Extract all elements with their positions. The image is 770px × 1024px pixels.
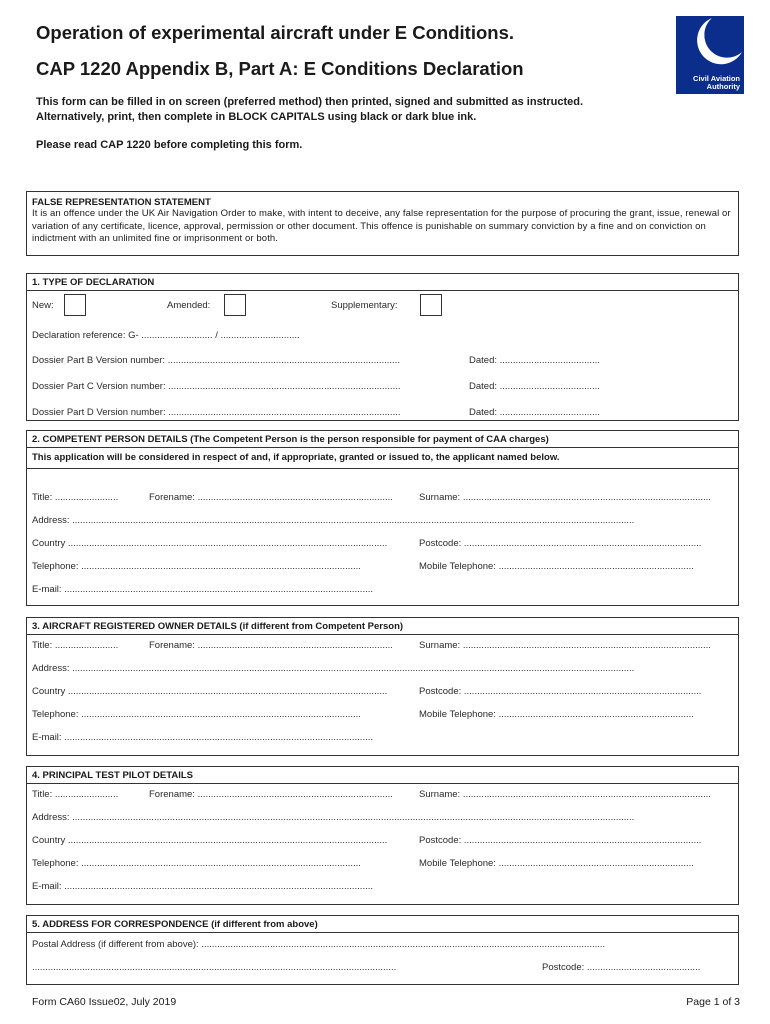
- false-statement-body: It is an offence under the UK Air Navigation Order to make, with intent to deceive, any false representation for the purpose of procuring the grant, issue, renewal or variation of any certificate, licence, approval, permission or other document. This offence is punishable on summary conviction by a fine and on conviction on indictment with an unlimited fine or imprisonment or both.: [32, 208, 731, 244]
- page-number: Page 1 of 3: [686, 996, 740, 1008]
- cp-email-field[interactable]: E-mail: .....................................................................................................................: [32, 584, 374, 595]
- section4-heading: 4. PRINCIPAL TEST PILOT DETAILS: [32, 770, 193, 781]
- section-competent-person: [26, 430, 739, 606]
- pilot-address-field[interactable]: Address: .....................................................................................................................................................................................................................: [32, 812, 635, 823]
- form-subtitle: CAP 1220 Appendix B, Part A: E Conditions Declaration: [36, 58, 524, 79]
- pilot-postcode-field[interactable]: Postcode: ..........................................................................................: [419, 835, 702, 846]
- logo-text-line2: Authority: [706, 82, 740, 91]
- cp-mobile-field[interactable]: Mobile Telephone: ..........................................................................: [419, 561, 694, 572]
- section-type-of-declaration: [26, 273, 739, 421]
- section-aircraft-owner: [26, 617, 739, 756]
- owner-postcode-field[interactable]: Postcode: ..........................................................................................: [419, 686, 702, 697]
- pilot-country-field[interactable]: Country .........................................................................................................................: [32, 835, 388, 846]
- amended-label: Amended:: [167, 300, 211, 311]
- owner-surname-field[interactable]: Surname: ..............................................................................................: [419, 640, 711, 651]
- supplementary-checkbox[interactable]: [420, 294, 442, 316]
- owner-title-field[interactable]: Title: ........................: [32, 640, 119, 651]
- declaration-reference-field[interactable]: Declaration reference: G- ........................... / ..............................: [32, 330, 300, 341]
- false-representation-box: [26, 191, 739, 256]
- supplementary-label: Supplementary:: [331, 300, 398, 311]
- cp-address-field[interactable]: Address: .....................................................................................................................................................................................................................: [32, 515, 635, 526]
- pilot-surname-field[interactable]: Surname: ..............................................................................................: [419, 789, 711, 800]
- please-read-note: Please read CAP 1220 before completing this form.: [36, 139, 303, 151]
- form-title: Operation of experimental aircraft under E Conditions.: [36, 22, 514, 43]
- amended-checkbox[interactable]: [224, 294, 246, 316]
- owner-forename-field[interactable]: Forename: ..........................................................................: [149, 640, 393, 651]
- dossier-part-d-field[interactable]: Dossier Part D Version number: ........................................................................................: [32, 407, 401, 418]
- pilot-telephone-field[interactable]: Telephone: ..........................................................................................................: [32, 858, 361, 869]
- correspondence-postcode-field[interactable]: Postcode: ...........................................: [542, 962, 701, 973]
- new-label: New:: [32, 300, 54, 311]
- cp-surname-field[interactable]: Surname: ..............................................................................................: [419, 492, 711, 503]
- owner-telephone-field[interactable]: Telephone: ..........................................................................................................: [32, 709, 361, 720]
- new-checkbox[interactable]: [64, 294, 86, 316]
- dossier-part-c-field[interactable]: Dossier Part C Version number: ........................................................................................: [32, 381, 401, 392]
- section2-subheading: This application will be considered in respect of and, if appropriate, granted or issued to, the applicant named below.: [32, 452, 560, 463]
- section3-heading: 3. AIRCRAFT REGISTERED OWNER DETAILS (if different from Competent Person): [32, 621, 404, 632]
- section-correspondence-address: [26, 915, 739, 985]
- section1-heading: 1. TYPE OF DECLARATION: [32, 277, 155, 288]
- dossier-part-b-field[interactable]: Dossier Part B Version number: ........................................................................................: [32, 355, 400, 366]
- postal-address-field[interactable]: Postal Address (if different from above): .........................................................................................................................................................: [32, 939, 606, 950]
- owner-email-field[interactable]: E-mail: .....................................................................................................................: [32, 732, 374, 743]
- form-id: Form CA60 Issue02, July 2019: [32, 996, 177, 1008]
- false-statement-heading: FALSE REPRESENTATION STATEMENT: [32, 197, 211, 208]
- owner-country-field[interactable]: Country .........................................................................................................................: [32, 686, 388, 697]
- cp-telephone-field[interactable]: Telephone: ..........................................................................................................: [32, 561, 361, 572]
- cp-title-field[interactable]: Title: ........................: [32, 492, 119, 503]
- dossier-part-c-dated[interactable]: Dated: ......................................: [469, 381, 600, 392]
- section2-heading: 2. COMPETENT PERSON DETAILS (The Competent Person is the person responsible for payment of CAA charges): [32, 434, 549, 445]
- cp-country-field[interactable]: Country .........................................................................................................................: [32, 538, 388, 549]
- postal-address-line2[interactable]: ..........................................................................................................................................: [32, 962, 397, 973]
- section-test-pilot: [26, 766, 739, 905]
- section5-heading: 5. ADDRESS FOR CORRESPONDENCE (if different from above): [32, 919, 318, 930]
- dossier-part-b-dated[interactable]: Dated: ......................................: [469, 355, 600, 366]
- pilot-title-field[interactable]: Title: ........................: [32, 789, 119, 800]
- owner-mobile-field[interactable]: Mobile Telephone: ..........................................................................: [419, 709, 694, 720]
- owner-address-field[interactable]: Address: .....................................................................................................................................................................................................................: [32, 663, 635, 674]
- cp-postcode-field[interactable]: Postcode: ..........................................................................................: [419, 538, 702, 549]
- pilot-email-field[interactable]: E-mail: .....................................................................................................................: [32, 881, 374, 892]
- logo-text-line1: Civil Aviation: [693, 74, 740, 83]
- caa-logo: [676, 16, 744, 94]
- pilot-mobile-field[interactable]: Mobile Telephone: ..........................................................................: [419, 858, 694, 869]
- cp-forename-field[interactable]: Forename: ..........................................................................: [149, 492, 393, 503]
- dossier-part-d-dated[interactable]: Dated: ......................................: [469, 407, 600, 418]
- pilot-forename-field[interactable]: Forename: ..........................................................................: [149, 789, 393, 800]
- intro-text: This form can be filled in on screen (preferred method) then printed, signed and submitted as instructed. Alternatively, print, then complete in BLOCK CAPITALS using black or dark blue ink.: [36, 96, 584, 123]
